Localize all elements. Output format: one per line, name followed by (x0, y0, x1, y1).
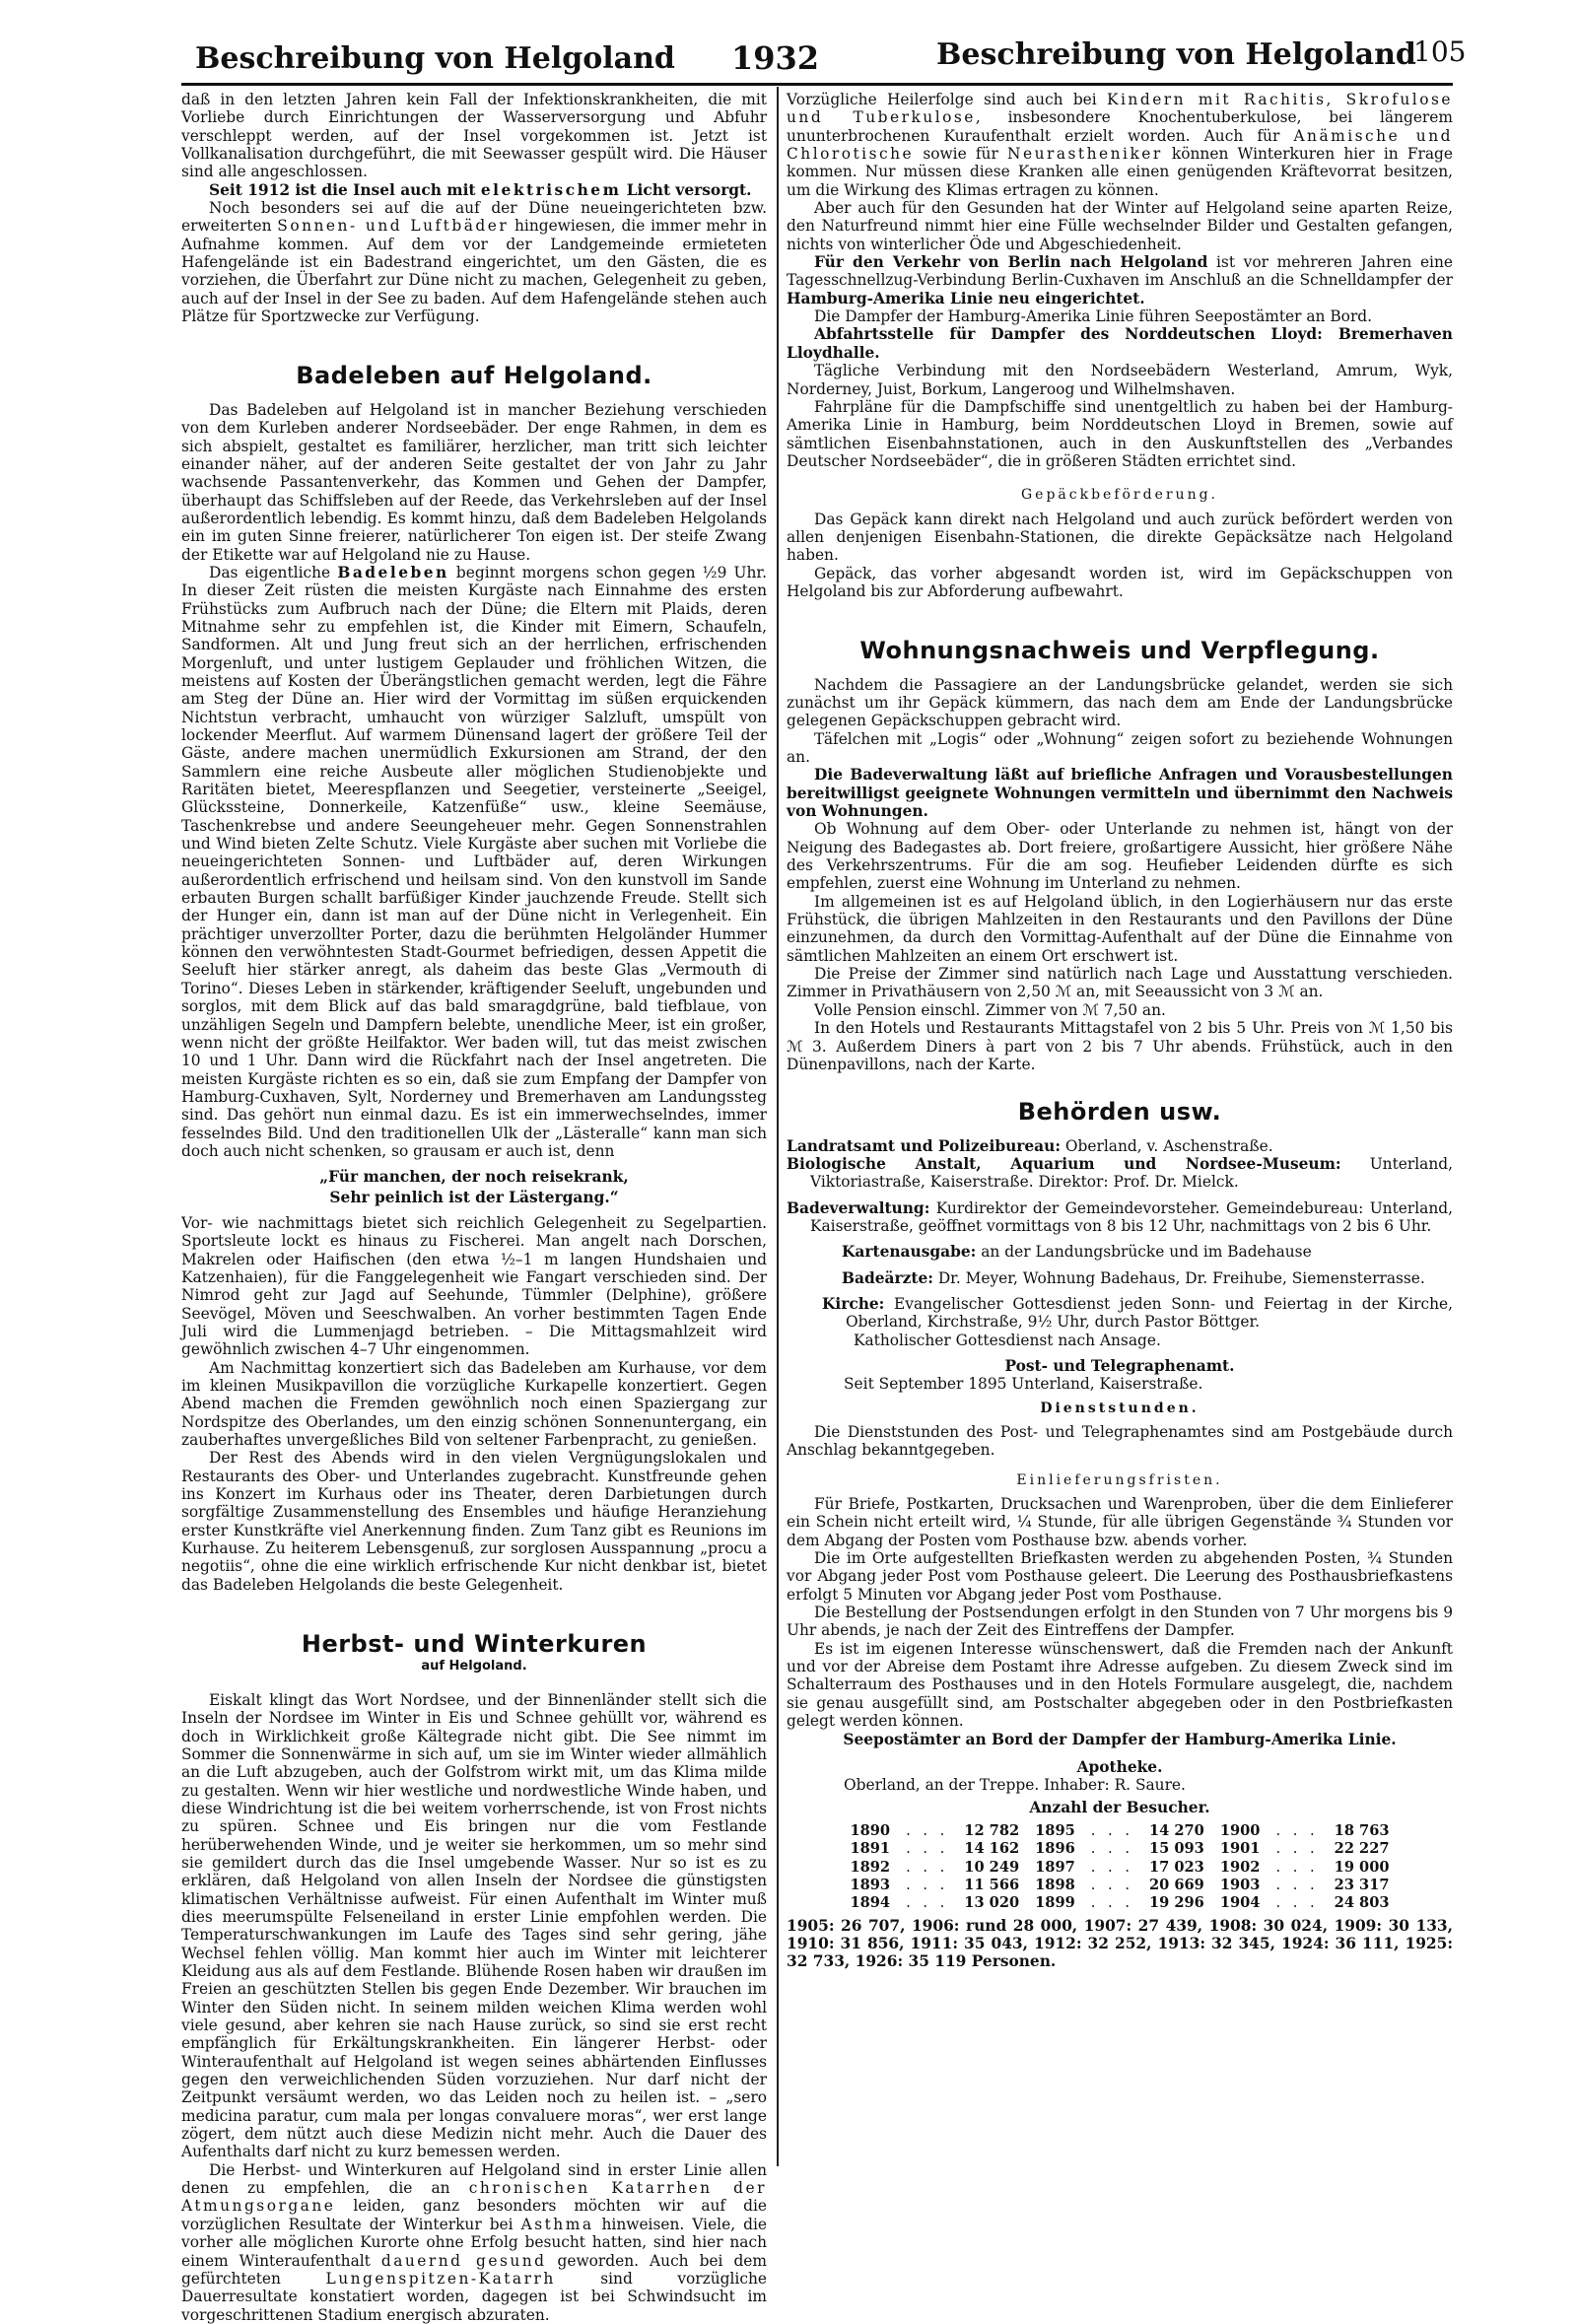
paragraph: Vor- wie nachmittags bietet sich reichlich Gelegenheit zu Segelpartien. Sportsleute lockt es hinaus zu Fischerei. Man angelt nach Dorschen, Makrelen oder Haifischen (den etwa ½–1 m langen Hundshaien und Katzenhaien), für die Fanggelegenheit wie Fangart verschieden sind. Der Nimrod geht zur Jagd auf Seehunde, Tümmler (Delphine), größere Seevögel, Möven und Seeschwalben. An vorher bestimmten Tagen Ende Juli wird die Lummenjagd betrieben. – Die Mittagsmahlzeit wird gewöhnlich zwischen 4–7 Uhr eingenommen. (181, 1213, 767, 1359)
verse-line: „Für manchen, der noch reisekrank, (319, 1168, 629, 1187)
paragraph: Aber auch für den Gesunden hat der Winter auf Helgoland seine aparten Reize, den Naturfreund nimmt hier eine Fülle wechselnder Bilder und Gestalten gefangen, nichts von winterlicher Öde und Abgeschiedenheit. (787, 199, 1453, 253)
paragraph: Täfelchen mit „Logis“ oder „Wohnung“ zeigen sofort zu beziehende Wohnungen an. (787, 729, 1453, 766)
table-row: 1894 . . . 13 020 1899 . . . 19 296 1904 . . . 24 803 (850, 1894, 1390, 1912)
section-heading-behoerden: Behörden usw. (1017, 1098, 1222, 1127)
paragraph: Fahrpläne für die Dampfschiffe sind unentgeltlich zu haben bei der Hamburg-Amerika Linie in Hamburg, beim Norddeutschen Lloyd in Bremen, sowie auf sämtlichen Eisenbahnstationen, auch in den Auskunftstellen des „Verbandes Deutscher Nordseebäder“, die in größeren Städten errichtet sind. (787, 397, 1453, 470)
paragraph: daß in den letzten Jahren kein Fall der Infektionskrankheiten, die mit Vorliebe durch Einrichtungen der Wasserversorgung und Abfuhr verschleppt werden, auf der Insel vorgekommen ist. Jetzt ist Vollkanalisation durchgeführt, die mit Seewasser gespült wird. Die Häuser sind alle angeschlossen. (181, 91, 767, 181)
subsection-title: Dienststunden. (1040, 1400, 1200, 1416)
column-divider (777, 87, 779, 2166)
verse-line: Sehr peinlich ist der Lästergang.“ (329, 1188, 619, 1206)
paragraph: Seit 1912 ist die Insel auch mit elektrischem Licht versorgt. (209, 180, 752, 199)
paragraph: Die Dampfer der Hamburg-Amerika Linie führen Seepostämter an Bord. (814, 308, 1373, 326)
authority-entry: Biologische Anstalt, Aquarium und Nordsee-Museum: Unterland, Viktoriastraße, Kaiserstraße. Direktor: Prof. Dr. Mielck. (787, 1154, 1453, 1192)
table-row: 1893 . . . 11 566 1898 . . . 20 669 1903 . . . 23 317 (850, 1876, 1390, 1893)
paragraph: In den Hotels und Restaurants Mittagstafel von 2 bis 5 Uhr. Preis von ℳ 1,50 bis ℳ 3. Außerdem Diners à part von 2 bis 7 Uhr abends. Frühstück, auch in den Dünenpavillons, nach der Karte. (787, 1019, 1453, 1073)
paragraph: Gepäck, das vorher abgesandt worden ist, wird im Gepäckschuppen von Helgoland bis zur Abforderung aufbewahrt. (787, 564, 1453, 600)
authority-entry: Badeärzte: Dr. Meyer, Wohnung Badehaus, Dr. Freihube, Siemensterrasse. (842, 1268, 1425, 1287)
table-row: 1891 . . . 14 162 1896 . . . 15 093 1901 . . . 22 227 (850, 1840, 1390, 1858)
page-number: 105 (1413, 35, 1467, 68)
left-column (181, 91, 767, 2324)
paragraph: Der Rest des Abends wird in den vielen Vergnügungslokalen und Restaurants des Ober- und Unterlandes zugebracht. Kunstfreunde gehen ins Konzert im Kurhaus oder ins Theater, deren Darbietungen durch sorgfältige Zusammenstellung des Ensembles und häufige Heranziehung erster Kunstkräfte viel Anerkennung finden. Zum Tanz gibt es Reunions im Kurhause. Zu heiterem Lebensgenuß, zur sorglosen Ausspannung „procu a negotiis“, ohne die eine wirklich erfrischende Kur nicht denkbar ist, bietet das Badeleben Helgolands die beste Gelegenheit. (181, 1449, 767, 1594)
header-year: 1932 (731, 39, 820, 77)
paragraph: Das Badeleben auf Helgoland ist in mancher Beziehung verschieden von dem Kurleben anderer Nordseebäder. Der enge Rahmen, in dem es sich abspielt, gestaltet es familiärer, herzlicher, man tritt sich leichter einander näher, auf der anderen Seite gestaltet der von Jahr zu Jahr wachsende Passantenverkehr, das Kommen und Gehen der Dampfer, überhaupt das Schiffsleben auf der Reede, das Verkehrsleben auf der Insel außerordentlich lebendig. Es kommt hinzu, daß dem Badeleben Helgolands ein im guten Sinne freierer, natürlicherer Ton eigen ist. Der steife Zwang der Etikette war auf Helgoland nie zu Hause. (181, 400, 767, 564)
paragraph: Oberland, an der Treppe. Inhaber: R. Saure. (844, 1776, 1186, 1795)
paragraph: Die Preise der Zimmer sind natürlich nach Lage und Ausstattung verschieden. Zimmer in Privathäusern von 2,50 ℳ an, mit Seeaussicht von 3 ℳ an. (787, 965, 1453, 1001)
subsection-title: Gepäckbeförderung. (1020, 487, 1219, 504)
paragraph: Im allgemeinen ist es auf Helgoland üblich, in den Logierhäusern nur das erste Frühstück, die übrigen Mahlzeiten in den Restaurants und den Pavillons der Düne einzunehmen, da durch den Vormittag-Aufenthalt auf der Düne die Einnahme von sämtlichen Mahlzeiten an einem Ort erschwert ist. (787, 892, 1453, 965)
table-row: 1892 . . . 10 249 1897 . . . 17 023 1902 . . . 19 000 (850, 1858, 1390, 1876)
section-heading-badeleben: Badeleben auf Helgoland. (296, 362, 652, 390)
paragraph: Ob Wohnung auf dem Ober- oder Unterlande zu nehmen ist, hängt von der Neigung des Badegastes ab. Dort freiere, großartigere Aussicht, hier größere Nähe des Verkehrszentrums. Für die am sog. Heufieber Leidenden dürfte es sich empfehlen, zuerst eine Wohnung im Unterland zu nehmen. (787, 820, 1453, 893)
paragraph: Volle Pension einschl. Zimmer von ℳ 7,50 an. (814, 1000, 1166, 1019)
paragraph: Die Badeverwaltung läßt auf briefliche Anfragen und Vorausbestellungen bereitwilligst geeignete Wohnungen vermitteln und übernimmt den Nachweis von Wohnungen. (787, 766, 1453, 821)
paragraph: Tägliche Verbindung mit den Nordseebädern Westerland, Amrum, Wyk, Norderney, Juist, Borkum, Langeroog und Wilhelmshaven. (787, 362, 1453, 398)
authority-entry: Badeverwaltung: Kurdirektor der Gemeindevorsteher. Gemeindebureau: Unterland, Kaiserstraße, geöffnet vormittags von 8 bis 12 Uhr, nachmittags von 2 bis 6 Uhr. (787, 1198, 1453, 1235)
paragraph: Die im Orte aufgestellten Briefkasten werden zu abgehenden Posten, ¾ Stunden vor Abgang jeder Post vom Posthause geleert. Die Leerung des Posthausbriefkastens erfolgt 5 Minuten vor Abgang jeder Post vom Posthause. (787, 1549, 1453, 1604)
subsection-title: Apotheke. (1076, 1757, 1163, 1776)
authority-entry: Kartenausgabe: an der Landungsbrücke und im Badehause (842, 1243, 1312, 1262)
paragraph: Seit September 1895 Unterland, Kaiserstraße. (844, 1375, 1203, 1394)
section-subheading: auf Helgoland. (421, 1658, 527, 1674)
header-title-left: Beschreibung von Helgoland (195, 41, 675, 76)
paragraph: Vorzügliche Heilerfolge sind auch bei Kindern mit Rachitis, Skrofulose und Tuberkulose, insbesondere Knochentuberkulose, bei längerem ununterbrochenen Kuraufenthalt erzielt worden. Auch für Anämische und Chlorotische sowie für Neurastheniker können Winterkuren hier in Frage kommen. Nur müssen diese Kranken alle einen genügenden Kräftevorrat besitzen, um die Wirkung des Klimas ertragen zu können. (787, 91, 1453, 199)
paragraph: Das Gepäck kann direkt nach Helgoland und auch zurück befördert werden von allen denjenigen Eisenbahn-Stationen, die direkte Gepäcksätze nach Helgoland haben. (787, 510, 1453, 565)
paragraph: Abfahrtsstelle für Dampfer des Norddeutschen Lloyd: Bremerhaven Lloydhalle. (787, 325, 1453, 362)
paragraph: Die Herbst- und Winterkuren auf Helgoland sind in erster Linie allen denen zu empfehlen, die an chronischen Katarrhen der Atmungsorgane leiden, ganz besonders möchten wir auf die vorzüglichen Resultate der Winterkur bei Asthma hinweisen. Viele, die vorher alle möglichen Kurorte ohne Erfolg besucht hatten, sind hier nach einem Winteraufenthalt dauernd gesund geworden. Auch bei dem gefürchteten Lungenspitzen-Katarrh sind vorzügliche Dauerresultate konstatiert worden, dagegen ist bei Schwindsucht im vorgeschrittenen Stadium energisch abzuraten. (181, 2160, 767, 2324)
right-column (787, 91, 1453, 1971)
header-rule (181, 83, 1453, 86)
visitor-table (842, 1822, 1397, 1913)
paragraph: Für Briefe, Postkarten, Drucksachen und Warenproben, über die dem Einlieferer ein Schein nicht erteilt wird, ¼ Stunde, für alle übrigen Gegenstände ¾ Stunden vor dem Abgang der Posten vom Posthause bzw. abends vorher. (787, 1495, 1453, 1549)
paragraph: Am Nachmittag konzertiert sich das Badeleben am Kurhause, vor dem im kleinen Musikpavillon die vorzügliche Kurkapelle konzertiert. Gegen Abend machen die Fremden gewöhnlich noch einen Spaziergang zur Nordspitze des Oberlandes, um den einzig schönen Sonnenuntergang, ein zauberhaftes unvergeßliches Bild von seltener Farbenpracht, zu genießen. (181, 1358, 767, 1450)
running-header (0, 24, 1577, 77)
subsection-title: Post- und Telegraphenamt. (1004, 1356, 1235, 1375)
section-heading-wohnung: Wohnungsnachweis und Verpflegung. (859, 637, 1380, 665)
paragraph: Die Dienststunden des Post- und Telegraphenamtes sind am Postgebäude durch Anschlag bekanntgegeben. (787, 1423, 1453, 1460)
header-title-right: Beschreibung von Helgoland (936, 37, 1416, 72)
paragraph: Eiskalt klingt das Wort Nordsee, und der Binnenländer stellt sich die Inseln der Nordsee im Winter in Eis und Schnee gehüllt vor, während es doch in Wirklichkeit große Kältegrade nicht gibt. Die See nimmt im Sommer die Sonnenwärme in sich auf, um sie im Winter wieder allmählich an die Luft abzugeben, auch der Golfstrom wirkt mit, um das Klima milde zu gestalten. Wenn wir hier westliche und nordwestliche Winde haben, und diese Windrichtung ist die bei weitem vorherrschende, ist von Frost nichts zu spüren. Schnee und Eis bringen nur die vom Festlande herüberwehenden Winde, und je weiter sie herkommen, um so mehr sind sie gemildert durch das die Insel umgebende Wasser. Nur so ist es zu erklären, daß Helgoland von allen Inseln der Nordsee die günstigsten klimatischen Verhältnisse aufweist. Für einen Aufenthalt im Winter muß dies meerumspülte Felseneiland in erster Linie empfohlen werden. Die Temperaturschwankungen im Laufe des Tages sind sehr gering, jähe Wechsel fehlen völlig. Man kommt hier auch im Winter mit leichterer Kleidung aus als auf dem Festlande. Blühende Rosen haben wir draußen im Freien an geschützten Stellen bis gegen Ende Dezember. Wir brauchen im Winter den Süden nicht. In seinem milden weichen Klima werden wohl viele gesund, aber kehren sie nach Hause zurück, so sind sie erst recht empfänglich für Erkältungskrankheiten. Ein längerer Herbst- oder Winteraufenthalt auf Helgoland ist wegen seines abhärtenden Einflusses gegen den verweichlichenden Süden vorzuziehen. Nur darf nicht der Zeitpunkt versäumt werden, wo das Leiden noch zu heilen ist. – „sero medicina paratur, cum mala per longas convaluere moras“, wer erst lange zögert, dem nützt auch diese Medizin nicht mehr. Auch die Dauer des Aufenthalts darf nicht zu kurz bemessen werden. (181, 1690, 767, 2161)
subsection-title: Anzahl der Besucher. (1029, 1798, 1210, 1816)
section-heading-herbst: Herbst- und Winterkuren (301, 1630, 648, 1659)
visitor-summary: 1905: 26 707, 1906: rund 28 000, 1907: 27 439, 1908: 30 024, 1909: 30 133, 1910: 31 856, 1911: 35 043, 1912: 32 252, 1913: 32 345, 1924: 36 111, 1925: 32 733, 1926: 35 119 Personen. (787, 1916, 1453, 1971)
subsection-title: Einlieferungsfristen. (1016, 1471, 1223, 1488)
paragraph: Katholischer Gottesdienst nach Ansage. (854, 1331, 1161, 1349)
authority-entry: Landratsamt und Polizeibureau: Oberland, v. Aschenstraße. (787, 1136, 1273, 1155)
paragraph: Seepostämter an Bord der Dampfer der Hamburg-Amerika Linie. (843, 1730, 1397, 1748)
paragraph: Die Bestellung der Postsendungen erfolgt in den Stunden von 7 Uhr morgens bis 9 Uhr abends, je nach der Zeit des Eintreffens der Dampfer. (787, 1604, 1453, 1640)
paragraph: Nachdem die Passagiere an der Landungsbrücke gelandet, werden sie sich zunächst um ihr Gepäck kümmern, das nach dem am Ende der Landungsbrücke gelegenen Gepäckschuppen gebracht wird. (787, 675, 1453, 730)
paragraph: Für den Verkehr von Berlin nach Helgoland ist vor mehreren Jahren eine Tagesschnellzug-Verbindung Berlin-Cuxhaven im Anschluß an die Schnelldampfer der Hamburg-Amerika Linie neu eingerichtet. (787, 253, 1454, 308)
authority-entry: Kirche: Evangelischer Gottesdienst jeden Sonn- und Feiertag in der Kirche, Oberland, Kirchstraße, 9½ Uhr, durch Pastor Böttger. (822, 1294, 1453, 1332)
paragraph: Das eigentliche Badeleben beginnt morgens schon gegen ½9 Uhr. In dieser Zeit rüsten die meisten Kurgäste nach Einnahme des ersten Frühstücks zum Aufbruch nach der Düne; die Eltern mit Plaids, deren Mitnahme sehr zu empfehlen ist, die Kinder mit Eimern, Schaufeln, Sandformen. Alt und Jung freut sich an der herrlichen, erfrischenden Morgenluft, und unter lustigem Geplauder und fröhlichen Witzen, die meistens auf Kosten der Überängstlichen gemacht werden, legt die Fähre am Steg der Düne an. Hier wird der Vormittag im süßen erquickenden Nichtstun verbracht, umhaucht von würziger Salzluft, umspült von lockender Meerflut. Auf warmem Dünensand lagert der größere Teil der Gäste, andere machen unermüdlich Exkursionen am Strand, der den Sammlern eine reiche Ausbeute aller möglichen Studienobjekte und Raritäten bietet, Meerespflanzen und Seegetier, versteinerte „Seeigel, Glückssteine, Donnerkeile, Katzenfüße“ usw., kleine Seemäuse, Taschenkrebse und andere Seeungeheuer mehr. Gegen Sonnenstrahlen und Wind bieten Zelte Schutz. Viele Kurgäste aber suchen mit Vorliebe die neueingerichteten Sonnen- und Luftbäder auf, deren Wirkungen außerordentlich erfrischend und heilsam sind. Von den kunstvoll im Sande erbauten Burgen schallt barfüßiger Kinder jauchzende Freude. Stellt sich der Hunger ein, dann ist man auf der Düne nicht in Verlegenheit. Ein prächtiger unverzollter Porter, dazu die berühmten Helgoländer Hummer können den verwöhntesten Stadt-Gourmet befriedigen, dessen Appetit die Seeluft hier stärker anregt, als daheim das beste Glas „Vermouth di Torino“. Dieses Leben in stärkender, kräftigender Seeluft, ungebunden und sorglos, mit dem Blick auf das bald smaragdgrüne, bald tiefblaue, von unzähligen Segeln und Dampfern belebte, unendliche Meer, ist ein großer, wenn nicht der größte Heilfaktor. Wer baden will, tut das meist zwischen 10 und 1 Uhr. Dann wird die Rückfahrt nach der Insel angetreten. Die meisten Kurgäste richten es so ein, daß sie zum Empfang der Dampfer von Hamburg-Cuxhaven, Sylt, Norderney und Bremerhaven am Landungssteg sind. Das gehört nun einmal dazu. Es ist ein immerwechselndes, immer fesselndes Bild. Und den traditionellen Ulk der „Lästeralle“ kann man sich doch auch nicht schenken, so grausam er auch ist, denn (181, 563, 767, 1160)
paragraph: Es ist im eigenen Interesse wünschenswert, daß die Fremden nach der Ankunft und vor der Abreise dem Postamt ihre Adresse aufgeben. Zu diesem Zweck sind im Schalterraum des Posthauses und in den Hotels Formulare ausgelegt, die, nachdem sie genau ausgefüllt sind, am Postschalter abgegeben oder in den Postbriefkasten gelegt werden können. (787, 1639, 1453, 1731)
table-row: 1890 . . . 12 782 1895 . . . 14 270 1900 . . . 18 763 (850, 1821, 1390, 1839)
paragraph: Noch besonders sei auf die auf der Düne neueingerichteten bzw. erweiterten Sonnen- und Luftbäder hingewiesen, die immer mehr in Aufnahme kommen. Auf dem vor der Landgemeinde ermieteten Hafengelände ist ein Badestrand eingerichtet, um den Gästen, die es vorziehen, die Überfahrt zur Düne nicht zu machen, Gelegenheit zu geben, auch auf der Insel in der See zu baden. Auf dem Hafengelände stehen auch Plätze für Sportzwecke zur Verfügung. (181, 199, 768, 326)
